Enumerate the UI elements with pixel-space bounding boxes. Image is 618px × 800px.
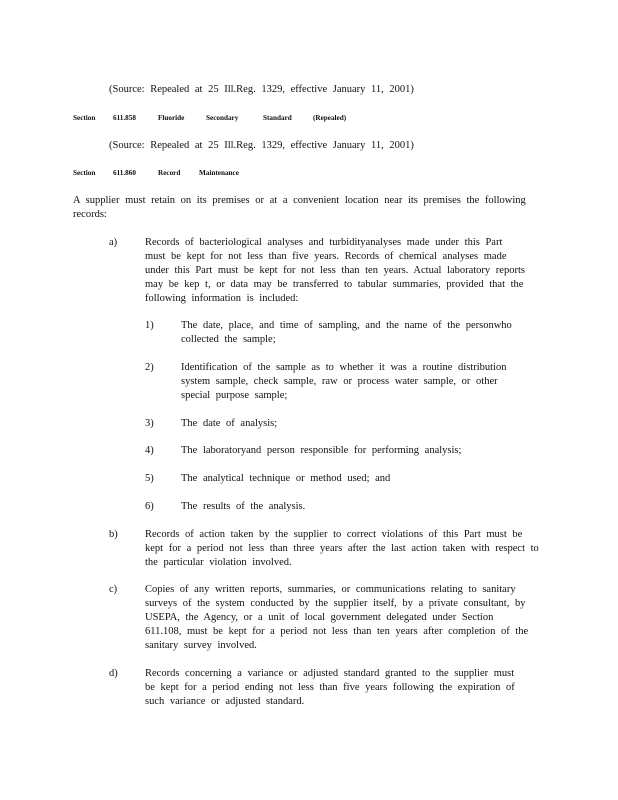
section-title-word: Standard (263, 114, 292, 122)
sublist-label: 4) (145, 445, 154, 456)
item-line: sanitary survey involved. (145, 640, 257, 651)
item-line: Records concerning a variance or adjusted standard granted to the supplier must (145, 668, 515, 679)
subitem-line: The date of analysis; (181, 418, 278, 429)
section-title-word: Record (158, 169, 181, 177)
section-title-word: (Repealed) (313, 114, 347, 122)
subitem-line: The laboratoryand person responsible for performing analysis; (181, 445, 462, 456)
item-line: Records of bacteriological analyses and turbidityanalyses made under this Part (145, 237, 503, 248)
source-note: (Source: Repealed at 25 Ill.Reg. 1329, effective January 11, 2001) (109, 140, 414, 151)
section-number: 611.860 (113, 169, 136, 177)
list-label: d) (109, 668, 118, 679)
sublist-label: 5) (145, 473, 154, 484)
item-line: be kept for a period ending not less than five years following the expiration of (145, 682, 515, 693)
item-line: Copies of any written reports, summaries, or communications relating to sanitary (145, 584, 516, 595)
subitem-line: system sample, check sample, raw or process water sample, or other (181, 376, 498, 387)
intro-line: A supplier must retain on its premises or at a convenient location near its premises the following (73, 195, 526, 206)
sublist-label: 1) (145, 320, 154, 331)
item-line: surveys of the system conducted by the supplier itself, by a private consultant, by (145, 598, 526, 609)
subitem-line: collected the sample; (181, 334, 276, 345)
section-word: Section (73, 169, 96, 177)
sublist-label: 6) (145, 501, 154, 512)
item-line: Records of action taken by the supplier to correct violations of this Part must be (145, 529, 523, 540)
section-number: 611.858 (113, 114, 136, 122)
section-title-word: Secondary (206, 114, 239, 122)
sublist-label: 3) (145, 418, 154, 429)
item-line: the particular violation involved. (145, 557, 292, 568)
subitem-line: Identification of the sample as to whether it was a routine distribution (181, 362, 507, 373)
section-title-word: Fluoride (158, 114, 185, 122)
item-line: 611.108, must be kept for a period not less than ten years after completion of the (145, 626, 529, 637)
item-line: may be kep t, or data may be transferred to tabular summaries, provided that the (145, 279, 524, 290)
intro-line: records: (73, 209, 107, 220)
item-line: such variance or adjusted standard. (145, 696, 305, 707)
item-line: must be kept for not less than five years. Records of chemical analyses made (145, 251, 507, 262)
item-line: following information is included: (145, 293, 299, 304)
subitem-line: The date, place, and time of sampling, and the name of the personwho (181, 320, 512, 331)
section-word: Section (73, 114, 96, 122)
item-line: kept for a period not less than three years after the last action taken with respect to (145, 543, 539, 554)
source-note: (Source: Repealed at 25 Ill.Reg. 1329, effective January 11, 2001) (109, 84, 414, 95)
section-title-word: Maintenance (199, 169, 239, 177)
subitem-line: special purpose sample; (181, 390, 288, 401)
sublist-label: 2) (145, 362, 154, 373)
list-label: a) (109, 237, 118, 248)
list-label: c) (109, 584, 118, 595)
item-line: under this Part must be kept for not less than ten years. Actual laboratory reports (145, 265, 525, 276)
subitem-line: The results of the analysis. (181, 501, 306, 512)
subitem-line: The analytical technique or method used; and (181, 473, 391, 484)
list-label: b) (109, 529, 118, 540)
item-line: USEPA, the Agency, or a unit of local government delegated under Section (145, 612, 494, 623)
